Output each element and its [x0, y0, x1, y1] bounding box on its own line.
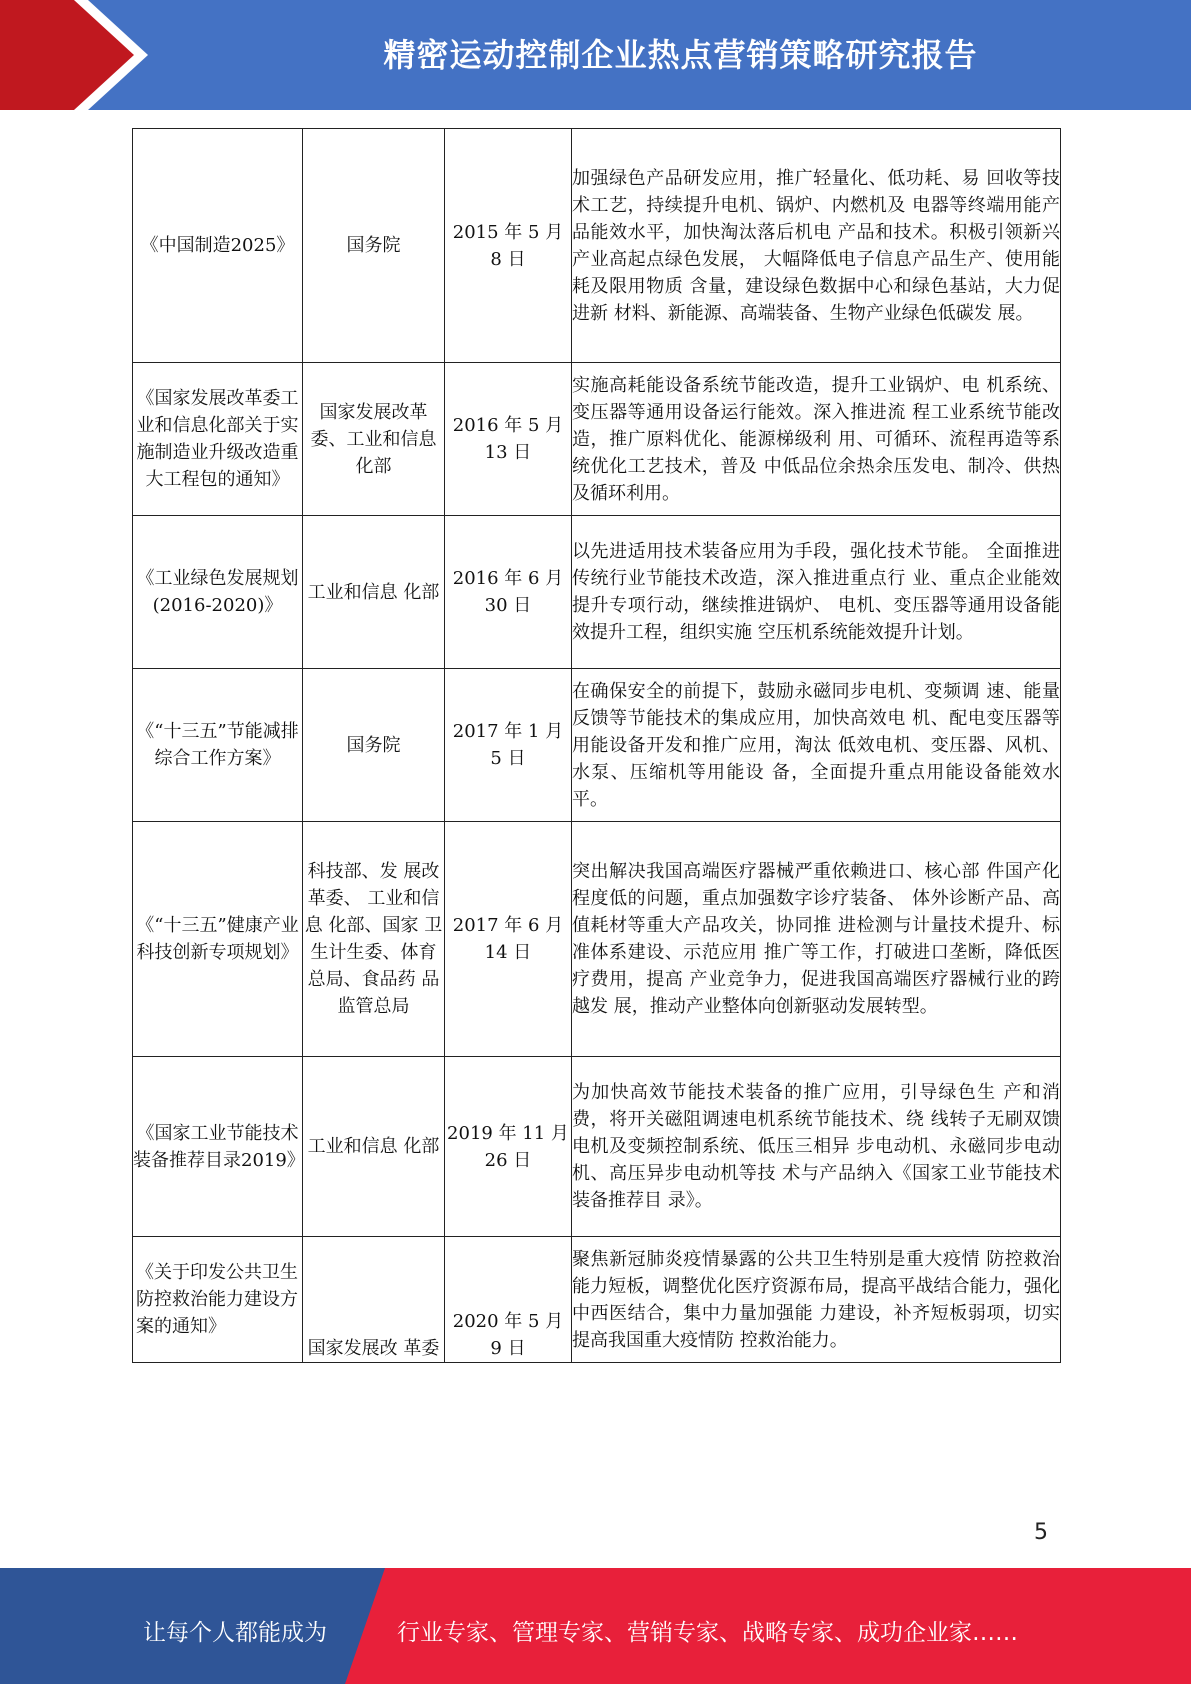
policy-content: 实施高耗能设备系统节能改造，提升工业锅炉、电 机系统、变压器等通用设备运行能效。深入推进流 程工业系统节能改造，推广原料优化、能源梯级利 用、可循环、流程再造等系统优化工艺技术，普及 中低品位余热余压发电、制冷、供热及循环利用。 [572, 363, 1061, 516]
issue-date: 2017 年 1 月 5 日 [445, 669, 572, 822]
policy-name: 《关于印发公共卫生防控救治能力建设方案的通知》 [133, 1237, 303, 1363]
page-title: 精密运动控制企业热点营销策略研究报告 [383, 36, 978, 74]
header-chevron-decoration [0, 0, 150, 110]
issuing-agency: 科技部、发 展改革委、 工业和信息 化部、国家 卫生计生委、体育总局、食品药 品监管总局 [303, 822, 445, 1057]
table-row [133, 669, 1061, 822]
table-row [133, 822, 1061, 1057]
footer-slogan-right: 行业专家、管理专家、营销专家、战略专家、成功企业家…… [397, 1620, 1018, 1646]
issue-date: 2015 年 5 月 8 日 [445, 129, 572, 363]
issue-date: 2019 年 11 月 26 日 [445, 1057, 572, 1237]
policy-name: 《国家发展改革委工业和信息化部关于实施制造业升级改造重大工程包的通知》 [133, 363, 303, 516]
policy-content: 加强绿色产品研发应用，推广轻量化、低功耗、易 回收等技术工艺，持续提升电机、锅炉、内燃机及 电器等终端用能产品能效水平，加快淘汰落后机电 产品和技术。积极引领新兴产业高起点绿色发展， 大幅降低电子信息产品生产、使用能耗及限用物质 含量，建设绿色数据中心和绿色基站，大力促进新 材料、新能源、高端装备、生物产业绿色低碳发 展。 [572, 129, 1061, 363]
table-row [133, 516, 1061, 669]
issuing-agency: 工业和信息 化部 [303, 1057, 445, 1237]
policy-name: 《中国制造2025》 [133, 129, 303, 363]
policy-content: 以先进适用技术装备应用为手段，强化技术节能。 全面推进传统行业节能技术改造，深入推进重点行 业、重点企业能效提升专项行动，继续推进锅炉、 电机、变压器等通用设备能效提升工程，组织实施 空压机系统能效提升计划。 [572, 516, 1061, 669]
policy-content: 聚焦新冠肺炎疫情暴露的公共卫生特别是重大疫情 防控救治能力短板，调整优化医疗资源布局，提高平战结合能力，强化中西医结合，集中力量加强能 力建设，补齐短板弱项，切实提高我国重大疫情防 控救治能力。 [572, 1237, 1061, 1363]
table-row [133, 363, 1061, 516]
policy-content: 突出解决我国高端医疗器械严重依赖进口、核心部 件国产化程度低的问题，重点加强数字诊疗装备、 体外诊断产品、高值耗材等重大产品攻关，协同推 进检测与计量技术提升、标准体系建设、示范应用 推广等工作，打破进口垄断，降低医疗费用，提高 产业竞争力，促进我国高端医疗器械行业的跨越发 展，推动产业整体向创新驱动发展转型。 [572, 822, 1061, 1057]
issuing-agency: 国务院 [303, 129, 445, 363]
issuing-agency: 国务院 [303, 669, 445, 822]
policy-table [132, 128, 1061, 1363]
policy-name: 《“十三五”节能减排综合工作方案》 [133, 669, 303, 822]
issue-date: 2016 年 5 月 13 日 [445, 363, 572, 516]
issue-date: 2017 年 6 月 14 日 [445, 822, 572, 1057]
issuing-agency: 国家发展改 革委 [303, 1237, 445, 1363]
policy-content: 在确保安全的前提下，鼓励永磁同步电机、变频调 速、能量反馈等节能技术的集成应用，加快高效电 机、配电变压器等用能设备开发和推广应用，淘汰 低效电机、变压器、风机、水泵、压缩机等用能设 备，全面提升重点用能设备能效水平。 [572, 669, 1061, 822]
policy-name: 《工业绿色发展规划(2016-2020)》 [133, 516, 303, 669]
issuing-agency: 工业和信息 化部 [303, 516, 445, 669]
issue-date: 2020 年 5 月 9 日 [445, 1237, 572, 1363]
table-row [133, 1237, 1061, 1363]
issue-date: 2016 年 6 月 30 日 [445, 516, 572, 669]
header-band [0, 0, 1191, 110]
table-row [133, 129, 1061, 363]
footer-slogan-left: 让每个人都能成为 [143, 1620, 327, 1646]
policy-name: 《国家工业节能技术装备推荐目录2019》 [133, 1057, 303, 1237]
table-row [133, 1057, 1061, 1237]
policy-content: 为加快高效节能技术装备的推广应用，引导绿色生 产和消费，将开关磁阻调速电机系统节能技术、绕 线转子无刷双馈电机及变频控制系统、低压三相异 步电动机、永磁同步电动机、高压异步电动机等技 术与产品纳入《国家工业节能技术装备推荐目 录》。 [572, 1057, 1061, 1237]
issuing-agency: 国家发展改革委、工业和信息化部 [303, 363, 445, 516]
page-number: 5 [1034, 1520, 1048, 1545]
policy-name: 《“十三五”健康产业科技创新专项规划》 [133, 822, 303, 1057]
